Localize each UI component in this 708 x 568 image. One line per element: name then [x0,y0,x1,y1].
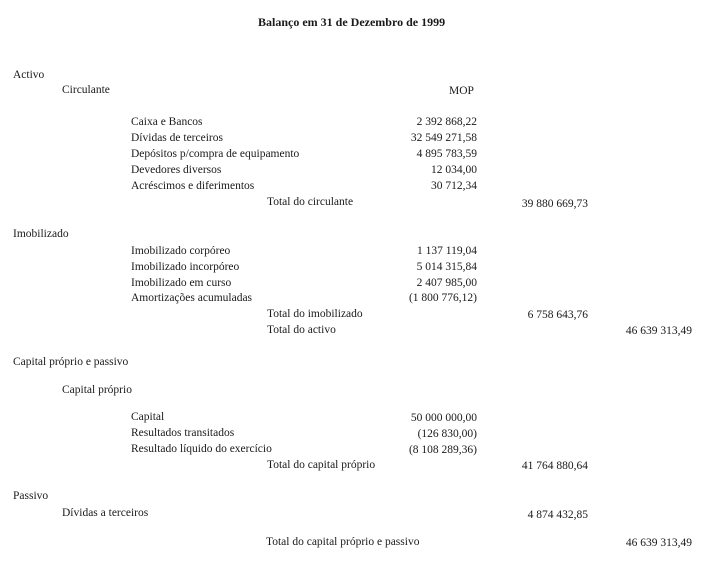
list-item-value: 2 392 868,22 [416,116,477,128]
list-item-value: 5 014 315,84 [416,261,477,273]
list-item-label: Dívidas de terceiros [131,132,223,144]
total-capital-proprio-value: 41 764 880,64 [521,460,588,472]
subsection-heading-capital-proprio: Capital próprio [62,384,132,396]
list-item-label: Caixa e Bancos [131,116,203,128]
currency-label: MOP [449,85,474,97]
total-capital-proprio-label: Total do capital próprio [267,459,376,471]
list-item-label: Depósitos p/compra de equipamento [131,148,300,160]
list-item-value: 4 895 783,59 [416,148,477,160]
list-item-label: Resultado líquido do exercício [131,443,272,455]
total-activo-value: 46 639 313,49 [625,325,692,337]
list-item-value: (8 108 289,36) [408,444,477,456]
page-title: Balanço em 31 de Dezembro de 1999 [258,15,446,29]
total-imobilizado-value: 6 758 643,76 [527,309,588,321]
list-item-value: 30 712,34 [431,180,477,192]
list-item-label: Imobilizado corpóreo [131,245,231,257]
list-item-label: Acréscimos e diferimentos [131,180,255,192]
dividas-terceiros-label: Dívidas a terceiros [62,507,149,519]
total-capital-passivo-value: 46 639 313,49 [625,537,692,549]
total-imobilizado-label: Total do imobilizado [267,308,363,320]
total-capital-passivo-label: Total do capital próprio e passivo [266,536,420,548]
list-item-value: 32 549 271,58 [410,132,477,144]
section-heading-capital-passivo: Capital próprio e passivo [13,356,129,368]
list-item-value: 1 137 119,04 [417,245,477,257]
total-circulante-label: Total do circulante [267,196,354,208]
total-circulante-value: 39 880 669,73 [521,198,588,210]
total-activo-label: Total do activo [267,324,336,336]
subsection-heading-circulante: Circulante [62,84,110,96]
list-item-value: 50 000 000,00 [410,412,477,424]
section-heading-activo: Activo [13,69,45,81]
dividas-terceiros-value: 4 874 432,85 [527,509,588,521]
list-item-value: (126 830,00) [417,428,477,440]
list-item-label: Imobilizado em curso [131,277,232,289]
section-heading-imobilizado: Imobilizado [13,228,69,240]
list-item-value: (1 800 776,12) [408,292,477,304]
list-item-label: Imobilizado incorpóreo [131,261,240,273]
list-item-label: Devedores diversos [131,164,222,176]
list-item-label: Resultados transitados [131,427,235,439]
list-item-value: 2 407 985,00 [416,277,477,289]
list-item-label: Capital [131,411,165,423]
section-heading-passivo: Passivo [13,490,49,502]
list-item-label: Amortizações acumuladas [131,292,253,304]
list-item-value: 12 034,00 [431,164,477,176]
